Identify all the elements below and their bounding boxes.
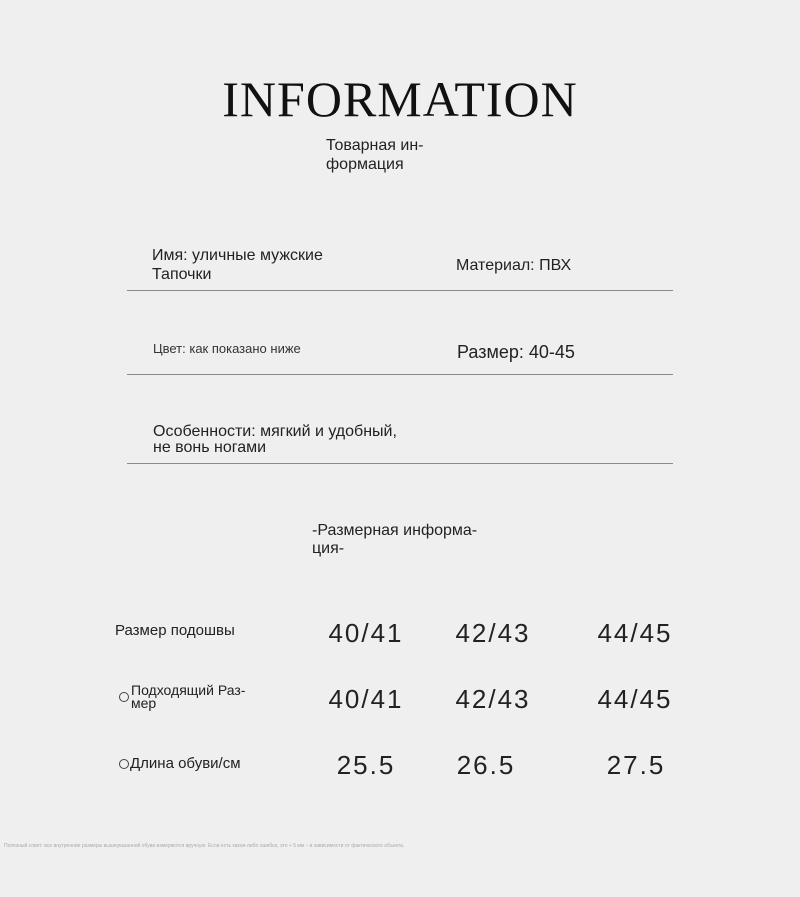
color-field: Цвет: как показано ниже [153,341,301,356]
row-label-sole-size: Размер подошвы [115,622,235,639]
table-cell: 27.5 [606,750,666,780]
table-cell: 25.5 [336,750,396,780]
row-label-shoe-length: Длина обуви/см [130,755,241,772]
row-label-fit-size: Подходящий Раз-мер [131,682,246,711]
circle-bullet-icon [119,692,129,702]
name-field: Имя: уличные мужские Тапочки [152,247,323,283]
divider [127,290,673,291]
divider [127,374,673,375]
divider [127,463,673,464]
circle-bullet-icon [119,759,129,769]
material-field: Материал: ПВХ [456,257,572,274]
page-title: INFORMATION [222,71,578,127]
table-cell: 42/43 [455,684,531,714]
table-cell: 26.5 [456,750,516,780]
table-cell: 44/45 [597,618,673,648]
table-cell: 42/43 [455,618,531,648]
footnote: Полезный совет: все внутренние размеры вышеуказанной обуви измеряются вручную. Если есть какая-либо ошибка, это + 5 мм – в зависимости от фактического объекта. [4,843,405,849]
size-field: Размер: 40-45 [457,342,575,362]
table-cell: 40/41 [328,684,404,714]
size-section-title: -Размерная информа-ция- [312,522,478,557]
table-cell: 40/41 [328,618,404,648]
page-subtitle: Товарная ин-формация [326,137,424,173]
table-cell: 44/45 [597,684,673,714]
features-field: Особенности: мягкий и удобный, не вонь ногами [153,423,397,456]
